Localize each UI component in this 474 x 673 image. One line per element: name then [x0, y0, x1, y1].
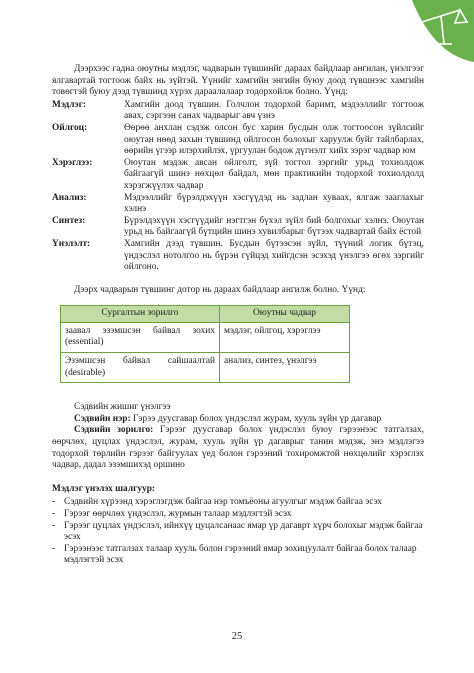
topic-name-label: Сэдвийн нэр: [74, 413, 131, 424]
table-header-row [61, 306, 350, 323]
definition-row [52, 216, 424, 239]
scales-of-justice-icon [394, 0, 474, 62]
list-item [52, 521, 424, 544]
intro-paragraph: Дээрхээс гадна оюутны мэдлэг, чадварын түвшинйг дараах байдлаар ангилан, үнэлгээг ялгавартай тогтоож байх нь зүйтэй. Үүнийг хамгийн энгийн буюу доод түвшнээс хамгийн товөгтэй буюу дээд түвшинд хүрэх дараалалаар тодорхойлж болно. Үүнд: [52, 64, 424, 98]
list-item [52, 509, 424, 521]
page-number: 25 [231, 631, 243, 642]
table-cell: анализ, синтез, үнэлгээ [220, 353, 350, 383]
list-item [52, 544, 424, 567]
topic-goal-label: Сэдвийн зорилго: [74, 425, 154, 436]
example-section [52, 402, 424, 472]
dash-bullet-icon: - [52, 497, 56, 508]
topic-goal-paragraph [52, 425, 424, 471]
definition-description: Мэдээллийг бүрэлдэхүүн хэсгүүдэд нь задлан хуваах, ялгаж зааглахыг хэлнэ [124, 192, 424, 215]
definition-list [52, 100, 424, 274]
list-item-text: Сэдвийн хүрээнд хэрэглэгдэж байгаа нэр томъёоны агуулгыг мэдэж байгаа эсэх [64, 497, 382, 508]
list-item [52, 497, 424, 509]
definition-row [52, 193, 424, 216]
table-lead-paragraph: Дээрх чадварын түвшинг дотор нь дараах байдлаар ангилж болно. Үүнд: [74, 284, 366, 295]
topic-name-paragraph [52, 414, 424, 426]
definition-row [52, 158, 424, 193]
definition-row [52, 100, 424, 123]
definition-row [52, 239, 424, 274]
table-row [61, 353, 350, 383]
definition-description: Өөрөө анхлан сэдэж олсон бус харин бусдын олж тогтоосон зүйлсийг оюутан нөөд захын түвшинд ойлгосон болохыг харуулж буйг тайлбарлах, өөрийн үгээр илэрхийлэх, үргуулан бодож дүгнэлт хийх зэрэг чадвар юм [124, 122, 424, 157]
table-cell: мэдлэг, ойлгоц, хэрэглээ [220, 322, 350, 352]
dash-bullet-icon: - [52, 520, 56, 531]
definition-row [52, 123, 424, 158]
table-row [61, 322, 350, 352]
topic-goal-value: Гэрээг дуусгавар болох үндэслэл буюу гэрээнээс татгалзах, өөрчлөх, цуцлах үндэслэл, журам, хууль зүйн үр дагаврыг танин мэдэж, энэ мэдлэгээ тодорхой төрлийн гэрээг байгуулах үед болон гэрээний тохиромжтой нөхцөлийг хэрэглэх чадвар, дадал эзэмшихэд оршино [52, 425, 424, 471]
list-item-text: Гэрээг цуцлах үндэслэл, ийнхүү цуцалсанаас ямар үр дагаврт хүрч болохыг мэдэж байгаа эсэх [64, 520, 423, 543]
list-item-text: Гэрээг өөрчлөх үндэслэл, журмын талаар мэдлэгтэй эсэх [64, 509, 292, 519]
goals-table [60, 305, 350, 383]
definition-description: Хамгийн дээд түвшин. Бусдын бүтээсэн зүйл, түүний логик бүтэц, үндэслэл нотолгоо нь бүрэн гүйцэд хийгдсэн эсэхэд үнэлгээ өгөх зэргийг ойлгоно. [124, 238, 424, 273]
definition-term: Ойлгоц: [52, 122, 88, 133]
definition-term: Үнэлэлт: [52, 238, 91, 249]
list-item-text: Гэрээнээс татгалзах талаар хууль болон гэрээний ямар зохицуулалт байгаа болох талаар мэдлэгтэй эсэх [64, 543, 417, 566]
dash-bullet-icon: - [52, 543, 56, 554]
table-header-cell: Сургалтын зорилго [61, 306, 220, 323]
table-cell: заавал эзэмшсэн байвал зохих (essential) [61, 322, 220, 352]
definition-term: Хэрэглээ: [52, 157, 93, 168]
definition-description: Хамгийн доод түвшин. Голчлон тодорхой баримт, мэдээллийг тогтоож авах, сэргээн санах чадварыг авч үзнэ [124, 99, 424, 122]
table-header-cell: Оюутны чадвар [220, 306, 350, 323]
example-heading: Сэдвийн жишиг үнэлгээ [74, 402, 171, 413]
definition-description: Оюутан мэдэж авсан ойлголт, зүй тогтол зэргийг урьд тохиолдож байгаагүй шинэ нөхцөл байдал, мөн практикийн тодорхой тохиолдолд хэрэгжүүлэх чадвар [124, 157, 424, 191]
criteria-section [52, 484, 424, 567]
criteria-list [52, 497, 424, 567]
topic-name-value: Гэрээ дуусгавар болох үндэслэл журам, хууль зүйн үр дагавар [130, 413, 382, 424]
criteria-heading: Мэдлэг үнэлэх шалгуур: [52, 483, 156, 494]
definition-term: Синтез: [52, 215, 86, 226]
table-cell: Эзэмшсэн байвал сайшаалтай (desirable) [61, 353, 220, 383]
dash-bullet-icon: - [52, 509, 56, 519]
page-content [52, 64, 424, 567]
definition-description: Бүрэлдэхүүн хэсгүүдийг нэгтгэн бүхэл зүйл бий болгохыг хэлнэ. Оюутан урьд нь байгаагүй бүтцийн шинэ хувилбарыг бүтээх чадвартай байх ёстой [124, 215, 424, 238]
definition-term: Анализ: [52, 192, 87, 203]
definition-term: Мэдлэг: [52, 99, 86, 110]
